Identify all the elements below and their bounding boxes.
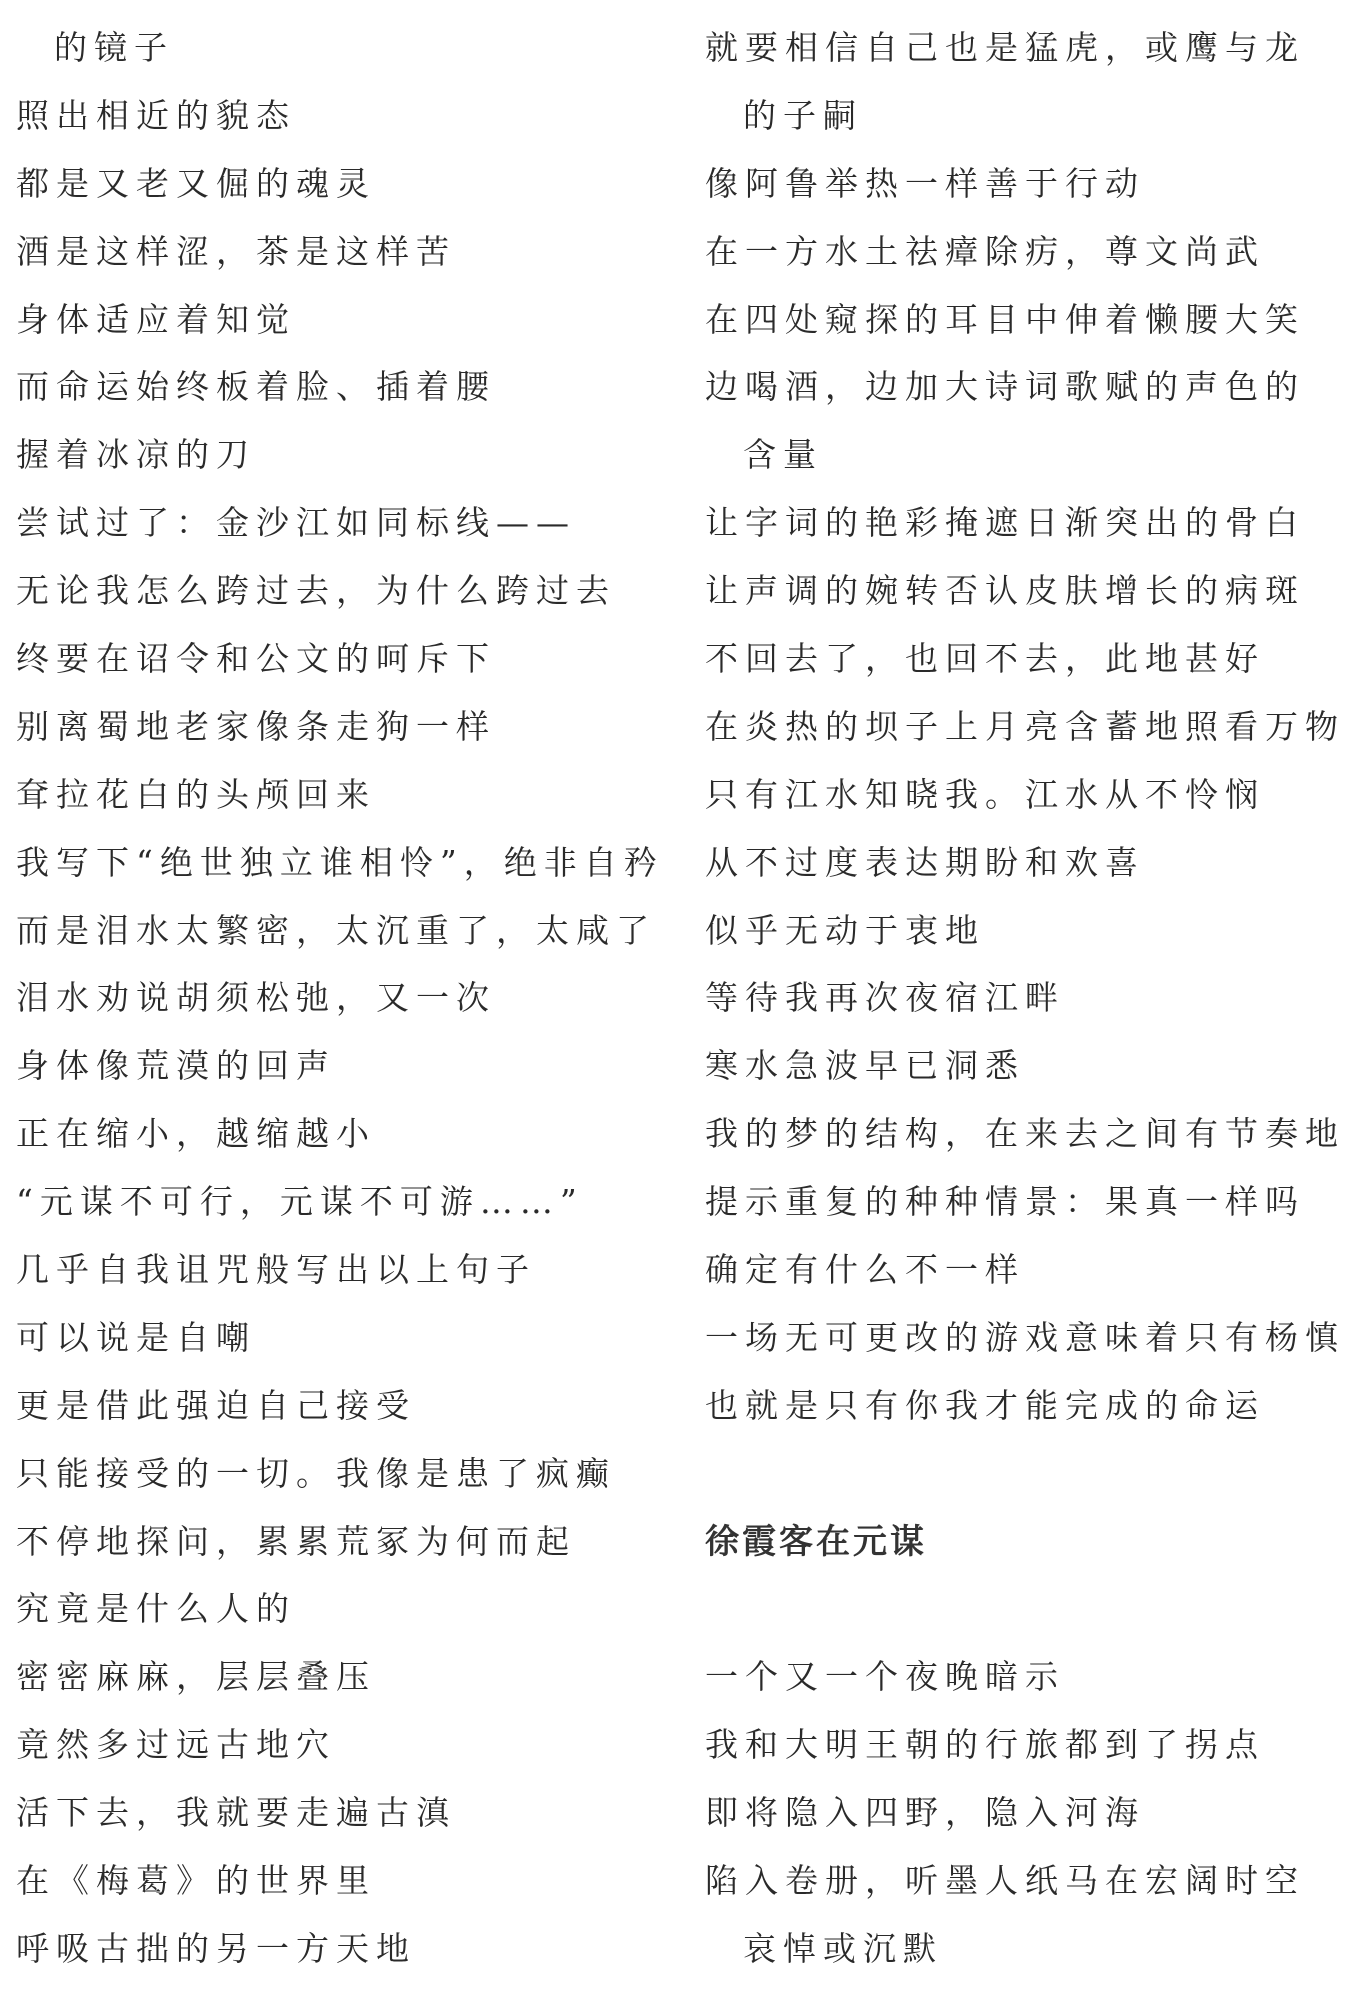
poem-line: 而命运始终板着脸、插着腰 [16, 367, 496, 407]
poem-line: 我和大明王朝的行旅都到了拐点 [705, 1725, 1265, 1765]
poem-line: 只有江水知晓我。江水从不怜悯 [705, 774, 1265, 814]
poem-line: 只能接受的一切。我像是患了疯癫 [16, 1453, 616, 1493]
poem-line: 陷入卷册，听墨人纸马在宏阔时空 [705, 1861, 1305, 1901]
poem-line: 在一方水土祛瘴除疠，尊文尚武 [705, 231, 1265, 271]
poem-line: 无论我怎么跨过去，为什么跨过去 [16, 571, 616, 611]
poem-line: 我写下“绝世独立谁相怜”，绝非自矜 [16, 842, 664, 882]
poem-line: 像阿鲁举热一样善于行动 [705, 163, 1145, 203]
poem-line: 我的梦的结构，在来去之间有节奏地 [705, 1114, 1345, 1154]
poem-line: 就要相信自己也是猛虎，或鹰与龙 [705, 28, 1305, 67]
poem-line: 等待我再次夜宿江畔 [705, 978, 1065, 1018]
poem-line: 边喝酒，边加大诗词歌赋的声色的 [705, 367, 1305, 407]
poem-line: 也就是只有你我才能完成的命运 [705, 1385, 1265, 1425]
section-title: 徐霞客在元谋 [705, 1521, 927, 1562]
blank-line [705, 1450, 1245, 1518]
poem-line: 呼吸古拙的另一方天地 [16, 1928, 416, 1968]
poem-line: 正在缩小，越缩越小 [16, 1114, 376, 1154]
poem-line: 别离蜀地老家像条走狗一样 [16, 706, 496, 746]
poem-line: 酒是这样涩，茶是这样苦 [16, 231, 456, 271]
poem-line: “元谋不可行，元谋不可游……” [16, 1182, 584, 1222]
poem-line: 竟然多过远古地穴 [16, 1725, 336, 1765]
poem-line: 照出相近的貌态 [16, 95, 296, 135]
poem-line: 似乎无动于衷地 [705, 910, 985, 950]
poem-line: 耷拉花白的头颅回来 [16, 774, 376, 814]
poem-line: 一场无可更改的游戏意味着只有杨慎 [705, 1317, 1345, 1357]
poem-line: 身体适应着知觉 [16, 299, 296, 339]
poem-line: 可以说是自嘲 [16, 1317, 256, 1357]
right-column [705, 24, 1345, 1993]
poem-line: 而是泪水太繁密，太沉重了，太咸了 [16, 910, 656, 950]
poem-line: 即将隐入四野，隐入河海 [705, 1793, 1145, 1833]
poem-line: 哀悼或沉默 [743, 1928, 943, 1968]
poem-line: 在炎热的坝子上月亮含蓄地照看万物 [705, 706, 1345, 746]
poem-line: 从不过度表达期盼和欢喜 [705, 842, 1145, 882]
poem-line: 在《梅葛》的世界里 [16, 1861, 376, 1901]
poem-line: 含量 [743, 435, 823, 475]
poem-line: 在四处窥探的耳目中伸着懒腰大笑 [705, 299, 1305, 339]
poem-line: 确定有什么不一样 [705, 1250, 1025, 1290]
poem-line: 泪水劝说胡须松弛，又一次 [16, 978, 496, 1018]
poem-line: 密密麻麻，层层叠压 [16, 1657, 376, 1697]
poem-line: 终要在诏令和公文的呵斥下 [16, 639, 496, 679]
poem-line: 握着冰凉的刀 [16, 435, 256, 475]
poem-line: 提示重复的种种情景：果真一样吗 [705, 1182, 1305, 1222]
poem-line: 一个又一个夜晚暗示 [705, 1657, 1065, 1697]
poem-line: 究竟是什么人的 [16, 1589, 296, 1629]
poem-line: 尝试过了：金沙江如同标线—— [16, 503, 576, 543]
poem-line: 让声调的婉转否认皮肤增长的病斑 [705, 571, 1305, 611]
poem-line: 寒水急波早已洞悉 [705, 1046, 1025, 1086]
poem-line: 活下去，我就要走遍古滇 [16, 1793, 456, 1833]
poem-line: 的子嗣 [743, 95, 863, 135]
poem-line: 不停地探问，累累荒冢为何而起 [16, 1521, 576, 1561]
poem-line: 都是又老又倔的魂灵 [16, 163, 376, 203]
blank-line [705, 1585, 1245, 1653]
poem-line: 更是借此强迫自己接受 [16, 1385, 416, 1425]
poem-line: 让字词的艳彩掩遮日渐突出的骨白 [705, 503, 1305, 543]
left-column [16, 24, 664, 1993]
poem-line: 几乎自我诅咒般写出以上句子 [16, 1250, 536, 1290]
poem-line: 身体像荒漠的回声 [16, 1046, 336, 1086]
poem-line: 不回去了，也回不去，此地甚好 [705, 639, 1265, 679]
poem-line: 的镜子 [54, 28, 174, 67]
